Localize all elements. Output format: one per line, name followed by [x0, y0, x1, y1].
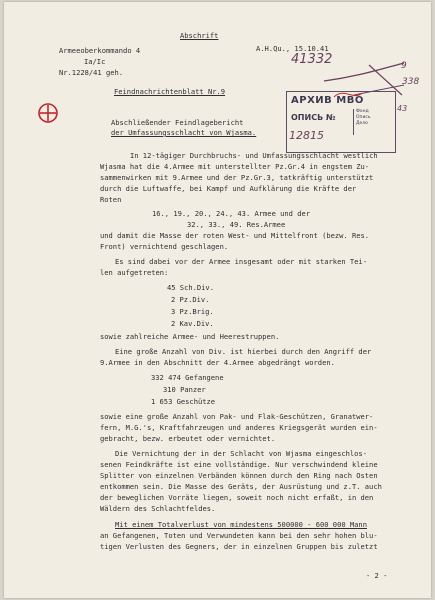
- archive-stamp: [286, 91, 396, 153]
- body-line-21: 1 653 Geschütze: [151, 397, 216, 406]
- body-line-24: gebracht, bezw. erbeutet oder vernichtet.: [100, 434, 276, 443]
- body-line-20: 310 Panzer: [163, 385, 206, 394]
- body-line-4: durch die Luftwaffe, bei Kampf und Aufklärung die Kräfte der: [100, 184, 357, 193]
- body-line-29: der beweglichen Vorräte liegen, soweit noch nicht erfaßt, in den: [100, 493, 374, 502]
- subject-line-2: der Umfassungsschlacht von Wjasma.: [111, 128, 257, 137]
- body-line-15: 2 Kav.Div.: [171, 319, 214, 328]
- body-line-3: sammenwirken mit 9.Armee und der Pz.Gr.3, tatkräftig unterstützt: [100, 173, 374, 182]
- document-page: [4, 2, 431, 598]
- body-line-27: Splitter von einzelnen Verbänden können durch den Ring nach Osten: [100, 471, 378, 480]
- body-line-30: Wäldern des Schlachtfeldes.: [100, 504, 216, 513]
- body-line-16: sowie zahlreiche Armee- und Heerestruppen.: [100, 332, 280, 341]
- handwritten-number: 41332: [291, 52, 333, 67]
- stamp-title: АРХИВ МВО: [291, 95, 364, 106]
- body-line-7: 32., 33., 49. Res.Armee: [187, 220, 286, 229]
- body-line-17: Eine große Anzahl von Div. ist hierbei durch den Angriff der: [115, 347, 372, 356]
- body-line-33: tigen Verlusten des Gegners, der in einzelnen Gruppen bis zuletzt: [100, 542, 378, 551]
- stamp-subtitle: ОПИСЬ №: [291, 113, 336, 122]
- stamp-field-3: Дело: [356, 121, 368, 126]
- body-line-19: 332 474 Gefangene: [151, 373, 224, 382]
- body-line-23: fern, M.G.'s, Kraftfahrzeugen und anderes Kriegsgerät wurden ein-: [100, 423, 378, 432]
- stamp-handwritten-number: 12815: [289, 129, 324, 142]
- document-title: Feindnachrichtenblatt Nr.9: [114, 87, 226, 96]
- handwritten-number-b: 338: [402, 77, 420, 87]
- sender-line-3: Nr.1228/41 geh.: [59, 68, 124, 77]
- body-line-32: an Gefangenen, Toten und Verwundeten kann bei den sehr hohen blu-: [100, 531, 378, 540]
- body-line-5: Roten: [100, 195, 122, 204]
- sender-line-2: Ia/Ic: [84, 57, 106, 66]
- body-line-9: Front) vernichtend geschlagen.: [100, 242, 229, 251]
- body-line-28: entkommen sein. Die Masse des Geräts, der Ausrüstung und z.T. auch: [100, 482, 382, 491]
- place-date: A.H.Qu., 15.10.41: [256, 44, 329, 53]
- body-line-22: sowie eine große Anzahl von Pak- und Flak-Geschützen, Granatwer-: [100, 412, 374, 421]
- red-cross-mark: [36, 101, 60, 125]
- page-number: - 2 -: [366, 571, 388, 580]
- handwritten-number-a: 9: [401, 61, 407, 71]
- body-line-10: Es sind dabei vor der Armee insgesamt oder mit starken Tei-: [115, 257, 367, 266]
- handwritten-number-c: 43: [397, 104, 408, 113]
- body-line-31: Mit einem Totalverlust von mindestens 500000 - 600 000 Mann: [115, 520, 367, 529]
- body-line-1: In 12-tägiger Durchbruchs- und Umfassungsschlacht westlich: [130, 151, 378, 160]
- body-line-13: 2 Pz.Div.: [171, 295, 210, 304]
- body-line-6: 16., 19., 20., 24., 43. Armee und der: [152, 209, 311, 218]
- stamp-field-1: Фонд: [356, 109, 369, 114]
- sender-line-1: Armeeoberkommando 4: [59, 46, 141, 55]
- body-line-12: 45 Sch.Div.: [167, 283, 214, 292]
- body-line-11: len aufgetreten:: [100, 268, 169, 277]
- subject-line-1: Abschließender Feindlagebericht: [111, 118, 244, 127]
- body-line-8: und damit die Masse der roten West- und Mittelfront (bezw. Res.: [100, 231, 370, 240]
- body-line-18: 9.Armee in den Abschnitt der 4.Armee abgedrängt worden.: [100, 358, 335, 367]
- body-line-2: Wjasma hat die 4.Armee mit unterstellter Pz.Gr.4 in engstem Zu-: [100, 162, 370, 171]
- body-line-14: 3 Pz.Brig.: [171, 307, 214, 316]
- body-line-26: senen Feindkräfte ist eine vollständige. Nur verschwindend kleine: [100, 460, 378, 469]
- header-title: Abschrift: [180, 31, 219, 40]
- stamp-fields: [353, 109, 394, 135]
- body-line-25: Die Vernichtung der in der Schlacht von Wjasma eingeschlos-: [115, 449, 367, 458]
- stamp-field-2: Опись: [356, 115, 371, 120]
